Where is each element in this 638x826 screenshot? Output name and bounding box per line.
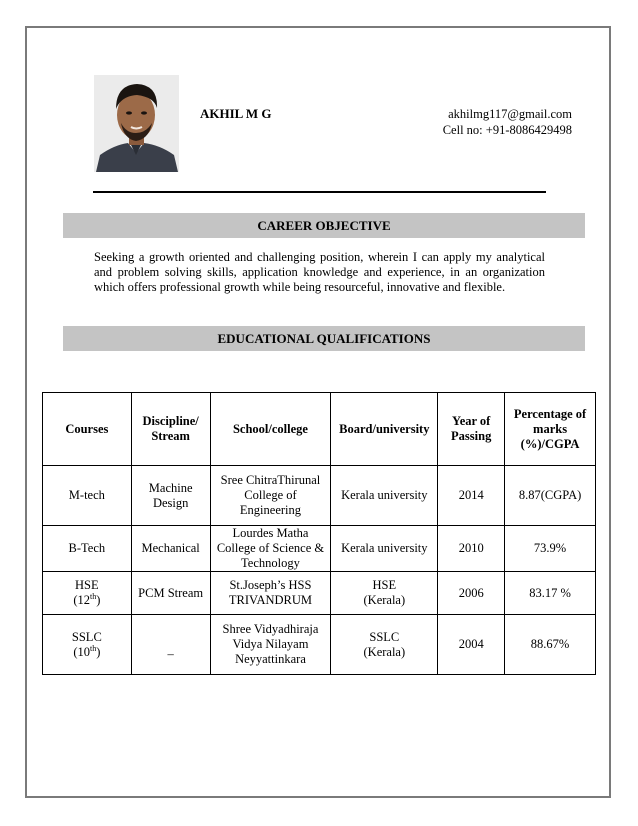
school-cell: Lourdes Matha College of Science & Technology: [210, 526, 331, 572]
board-cell: Kerala university: [331, 466, 438, 526]
column-header: School/college: [210, 393, 331, 466]
header-divider: [93, 191, 546, 193]
marks-cell: 73.9%: [505, 526, 596, 572]
school-cell: Shree Vidyadhiraja Vidya Nilayam Neyyattinkara: [210, 615, 331, 675]
career-objective-heading: CAREER OBJECTIVE: [63, 213, 585, 238]
column-header: Percentage of marks (%)/CGPA: [505, 393, 596, 466]
board-cell: [331, 572, 438, 615]
table-row: [43, 526, 596, 572]
email: akhilmg117@gmail.com: [448, 107, 572, 121]
marks-cell: 83.17 %: [505, 572, 596, 615]
table-header-row: [43, 393, 596, 466]
contact-block: [443, 106, 572, 138]
course-level: (10th): [73, 643, 101, 659]
discipline-cell: Mechanical: [131, 526, 210, 572]
course-cell: [43, 572, 132, 615]
table-row: [43, 615, 596, 675]
profile-photo: [94, 75, 179, 172]
course-cell: M-tech: [43, 466, 132, 526]
board-state: (Kerala): [363, 644, 406, 659]
career-objective-text: Seeking a growth oriented and challenging position, wherein I can apply my analytical and problem solving skills, application knowledge and experience, in an organization which offers professional growth while being resourceful, innovative and flexible.: [94, 250, 545, 294]
discipline-cell: –: [131, 615, 210, 675]
school-cell: St.Joseph’s HSS TRIVANDRUM: [210, 572, 331, 615]
marks-cell: 8.87(CGPA): [505, 466, 596, 526]
board-cell: Kerala university: [331, 526, 438, 572]
school-cell: Sree ChitraThirunal College of Engineering: [210, 466, 331, 526]
education-table: [42, 392, 596, 675]
year-cell: 2010: [438, 526, 505, 572]
column-header: Year of Passing: [438, 393, 505, 466]
discipline-cell: PCM Stream: [131, 572, 210, 615]
board-name: SSLC: [369, 629, 400, 644]
table-row: [43, 572, 596, 615]
phone-number: Cell no: +91-8086429498: [442, 123, 572, 137]
person-photo-icon: [94, 75, 179, 172]
candidate-name: AKHIL M G: [200, 106, 272, 121]
column-header: Discipline/ Stream: [131, 393, 210, 466]
education-heading: EDUCATIONAL QUALIFICATIONS: [63, 326, 585, 351]
course-name: SSLC: [71, 629, 102, 644]
course-name: HSE: [75, 578, 99, 592]
course-cell: [43, 615, 132, 675]
year-cell: 2006: [438, 572, 505, 615]
table-row: [43, 466, 596, 526]
board-cell: [331, 615, 438, 675]
marks-cell: 88.67%: [505, 615, 596, 675]
course-level: (12th): [73, 591, 101, 607]
discipline-cell: Machine Design: [131, 466, 210, 526]
column-header: Courses: [43, 393, 132, 466]
board-state: (Kerala): [363, 593, 406, 607]
year-cell: 2014: [438, 466, 505, 526]
year-cell: 2004: [438, 615, 505, 675]
course-cell: B-Tech: [43, 526, 132, 572]
column-header: Board/university: [331, 393, 438, 466]
board-name: HSE: [372, 578, 397, 592]
